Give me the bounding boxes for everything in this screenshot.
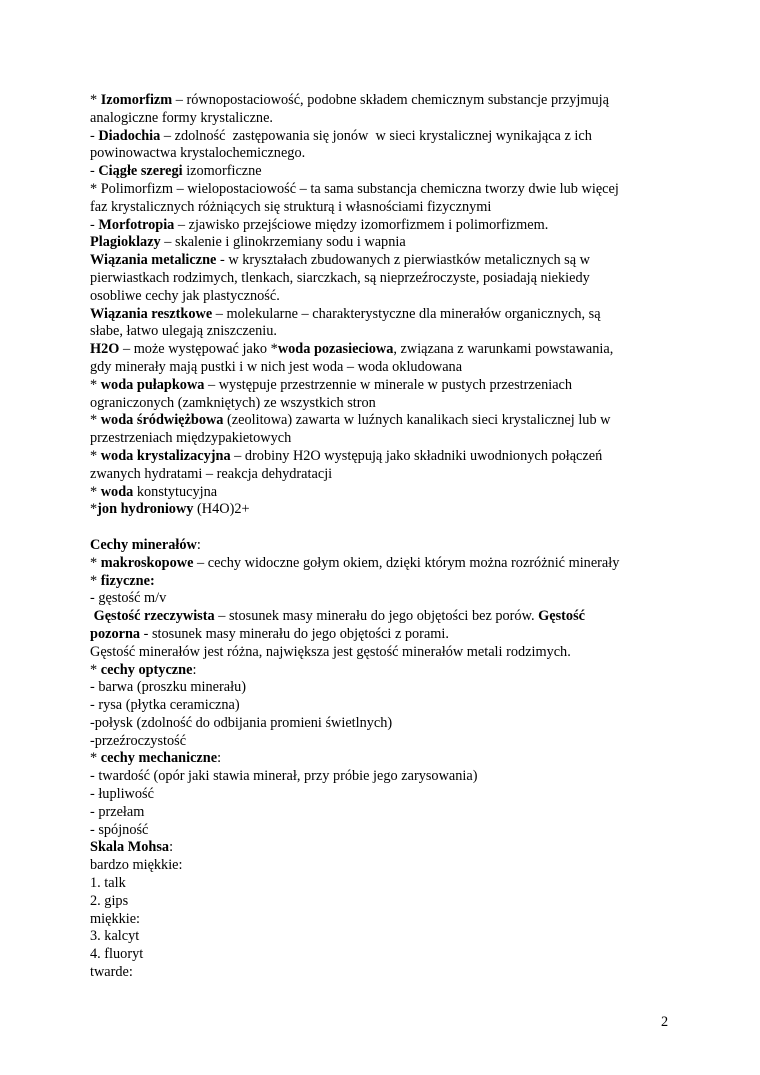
text-run: konstytucyjna xyxy=(133,483,218,500)
bold-term: woda śródwiężbowa xyxy=(100,412,224,429)
text-run: twarde: xyxy=(90,964,133,981)
text-run: : xyxy=(217,750,222,767)
text-run: * xyxy=(90,376,101,393)
text-run: - rysa (płytka ceramiczna) xyxy=(90,697,240,714)
bold-term: Gęstość rzeczywista xyxy=(93,608,215,625)
text-run: – występuje przestrzennie w minerale w pustych przestrzeniach xyxy=(204,376,573,393)
text-line xyxy=(90,573,690,591)
text-run: faz krystalicznych różniących się strukturą i własnościami fizycznymi xyxy=(90,198,492,215)
text-line xyxy=(90,804,690,822)
text-line xyxy=(90,234,690,252)
text-run: , związana z warunkami powstawania, xyxy=(393,341,614,358)
text-line xyxy=(90,128,690,146)
text-run: - xyxy=(90,127,99,144)
text-run: (H4O)2+ xyxy=(193,501,250,518)
page-number: 2 xyxy=(661,1014,669,1030)
text-line xyxy=(90,946,690,964)
bold-term: Wiązania metaliczne xyxy=(90,252,217,269)
text-run: : xyxy=(196,536,201,553)
text-run: pierwiastkach rodzimych, tlenkach, siarczkach, są nieprzeźroczyste, posiadają niekiedy xyxy=(90,269,590,286)
text-line xyxy=(90,679,690,697)
text-run: Gęstość minerałów jest różna, największa jest gęstość minerałów metali rodzimych. xyxy=(90,643,571,660)
bold-term: woda pułapkowa xyxy=(100,376,205,393)
text-line xyxy=(90,697,690,715)
text-line xyxy=(90,590,690,608)
text-line xyxy=(90,768,690,786)
text-line xyxy=(90,857,690,875)
text-line xyxy=(90,145,690,163)
text-line xyxy=(90,928,690,946)
text-run: słabe, łatwo ulegają zniszczeniu. xyxy=(90,323,277,340)
bold-term: Wiązania resztkowe xyxy=(90,305,213,322)
text-run: * xyxy=(90,501,98,518)
text-line xyxy=(90,395,690,413)
text-run: - barwa (proszku minerału) xyxy=(90,679,247,696)
text-line xyxy=(90,484,690,502)
bold-term: Plagioklazy xyxy=(90,234,161,251)
text-line xyxy=(90,715,690,733)
bold-term: woda pozasieciowa xyxy=(277,341,394,358)
text-line xyxy=(90,323,690,341)
text-run: powinowactwa krystalochemicznego. xyxy=(90,145,306,162)
text-run: - stosunek masy minerału do jego objętości z porami. xyxy=(140,625,449,642)
text-line xyxy=(90,893,690,911)
bold-term: cechy optyczne xyxy=(100,661,193,678)
text-run: miękkie: xyxy=(90,910,141,927)
bold-term: pozorna xyxy=(90,625,141,642)
text-run: ograniczonych (zamkniętych) ze wszystkich stron xyxy=(90,394,376,411)
text-line xyxy=(90,733,690,751)
text-line xyxy=(90,626,690,644)
text-run: - przełam xyxy=(90,803,145,820)
text-run: - gęstość m/v xyxy=(90,590,167,607)
bold-term: Diadochia xyxy=(98,127,161,144)
bold-term: Morfotropia xyxy=(98,216,175,233)
text-run: 3. kalcyt xyxy=(90,928,140,945)
text-line xyxy=(90,822,690,840)
text-line xyxy=(90,537,690,555)
text-run: - xyxy=(90,216,99,233)
text-run: – stosunek masy minerału do jego objętości bez porów. xyxy=(214,608,539,625)
text-run: * xyxy=(90,412,101,429)
text-line xyxy=(90,555,690,573)
bold-term: woda xyxy=(100,483,134,500)
text-run: – drobiny H2O występują jako składniki uwodnionych połączeń xyxy=(230,447,603,464)
text-run: -połysk (zdolność do odbijania promieni świetlnych) xyxy=(90,714,393,731)
text-run: : xyxy=(169,839,174,856)
text-run: 1. talk xyxy=(90,875,126,892)
text-line xyxy=(90,288,690,306)
bold-term: cechy mechaniczne xyxy=(100,750,218,767)
text-run: – molekularne – charakterystyczne dla minerałów organicznych, są xyxy=(212,305,601,322)
text-run: analogiczne formy krystaliczne. xyxy=(90,109,273,126)
text-run: 4. fluoryt xyxy=(90,946,144,963)
bold-term: jon hydroniowy xyxy=(97,501,194,518)
bold-term: fizyczne: xyxy=(100,572,155,589)
text-line xyxy=(90,412,690,430)
text-run: bardzo miękkie: xyxy=(90,857,183,874)
text-run: * xyxy=(90,572,101,589)
text-run: – cechy widoczne gołym okiem, dzięki którym można rozróżnić minerały xyxy=(193,554,620,571)
text-line xyxy=(90,252,690,270)
text-run: * xyxy=(90,554,101,571)
text-line xyxy=(90,964,690,982)
text-line xyxy=(90,341,690,359)
text-run: – skalenie i glinokrzemiany sodu i wapnia xyxy=(160,234,406,251)
bold-term: woda krystalizacyjna xyxy=(100,447,231,464)
text-line xyxy=(90,501,690,519)
text-line xyxy=(90,163,690,181)
text-run: - twardość (opór jaki stawia minerał, przy próbie jego zarysowania) xyxy=(90,768,478,785)
text-line xyxy=(90,448,690,466)
document-body xyxy=(90,92,690,982)
text-run: - xyxy=(90,163,99,180)
bold-term: H2O xyxy=(90,341,120,358)
text-run: - spójność xyxy=(90,821,149,838)
text-run: – równopostaciowość, podobne składem chemicznym substancje przyjmują xyxy=(172,92,609,108)
text-line xyxy=(90,839,690,857)
text-line xyxy=(90,608,690,626)
text-line xyxy=(90,750,690,768)
text-run: izomorficzne xyxy=(182,163,262,180)
text-run: zwanych hydratami – reakcja dehydratacji xyxy=(90,465,333,482)
text-line xyxy=(90,110,690,128)
text-line xyxy=(90,306,690,324)
text-run: - w kryształach zbudowanych z pierwiastków metalicznych są w xyxy=(216,252,590,269)
text-run: osobliwe cechy jak plastyczność. xyxy=(90,287,280,304)
text-run: – zjawisko przejściowe między izomorfizmem i polimorfizmem. xyxy=(174,216,549,233)
text-run: * Polimorfizm – wielopostaciowość – ta sama substancja chemiczna tworzy dwie lub więcej xyxy=(90,180,619,197)
text-line xyxy=(90,377,690,395)
text-line xyxy=(90,466,690,484)
text-line xyxy=(90,430,690,448)
text-run: : xyxy=(192,661,197,678)
text-run: (zeolitowa) zawarta w luźnych kanalikach sieci krystalicznej lub w xyxy=(223,412,611,429)
text-line xyxy=(90,662,690,680)
text-run: * xyxy=(90,447,101,464)
text-run: - łupliwość xyxy=(90,786,154,803)
text-line xyxy=(90,644,690,662)
bold-term: Ciągłe szeregi xyxy=(98,163,183,180)
text-line xyxy=(90,359,690,377)
text-line xyxy=(90,875,690,893)
bold-term: Cechy minerałów xyxy=(90,536,197,553)
bold-term: Skala Mohsa xyxy=(90,839,170,856)
blank-line xyxy=(90,519,690,537)
bold-term: Izomorfizm xyxy=(100,92,173,108)
text-line xyxy=(90,199,690,217)
text-run: * xyxy=(90,661,101,678)
text-run: * xyxy=(90,750,101,767)
bold-term: makroskopowe xyxy=(100,554,194,571)
text-run: przestrzeniach międzypakietowych xyxy=(90,430,292,447)
text-run: -przeźroczystość xyxy=(90,732,187,749)
text-line xyxy=(90,217,690,235)
text-run: gdy minerały mają pustki i w nich jest woda – woda okludowana xyxy=(90,358,463,375)
text-run: – może występować jako * xyxy=(119,341,278,358)
text-line xyxy=(90,181,690,199)
text-line xyxy=(90,92,690,110)
text-line xyxy=(90,911,690,929)
text-run: * xyxy=(90,92,101,108)
text-run: * xyxy=(90,483,101,500)
text-run: 2. gips xyxy=(90,892,129,909)
bold-term: Gęstość xyxy=(538,608,585,625)
text-line xyxy=(90,270,690,288)
text-line xyxy=(90,786,690,804)
text-run: – zdolność zastępowania się jonów w sieci krystalicznej wynikająca z ich xyxy=(160,127,592,144)
